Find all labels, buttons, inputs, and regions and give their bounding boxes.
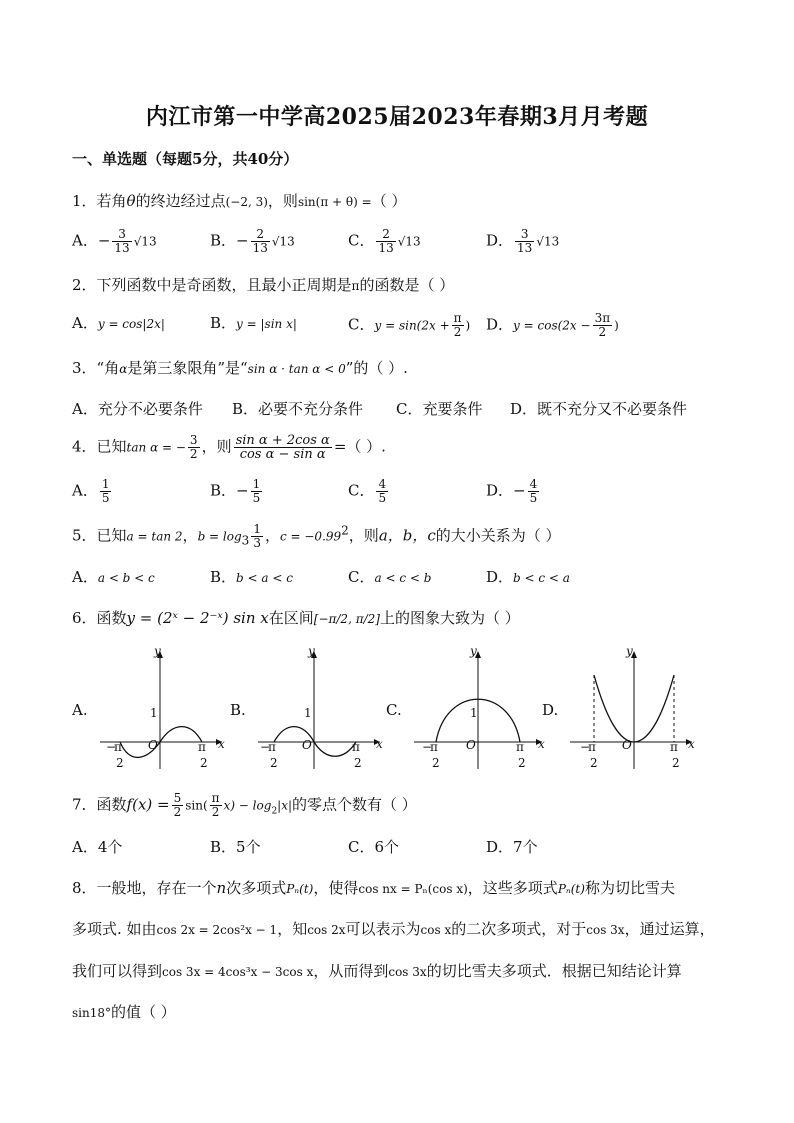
y-label: y	[154, 645, 161, 658]
q1-option-a[interactable]: A．− $\frac{3}{13}$ √13	[72, 227, 157, 255]
two: 2	[672, 756, 680, 770]
pi: π	[516, 740, 524, 754]
graph-a[interactable]	[72, 645, 225, 770]
q4-option-d[interactable]: D．− $\frac{4}{5}$	[486, 477, 538, 505]
x-label: x	[376, 737, 383, 751]
q1-option-d[interactable]: D． $\frac{3}{13}$ √13	[486, 227, 560, 255]
section-heading: 一、单选题（每题5分，共40分）	[72, 150, 299, 168]
q5-option-d[interactable]: D．b < c < a	[486, 568, 570, 586]
q3-option-a[interactable]: A．充分不必要条件	[72, 400, 203, 418]
question-5: 5．已知a = tan 2，$b = \log_3$ $\frac{1}{3}$ ，$c = -0.99^2$，则a，b，c的大小关系为（ ）	[72, 522, 561, 550]
curve	[274, 727, 356, 757]
two: 2	[200, 756, 208, 770]
minus: −	[580, 740, 591, 754]
q1-text: ，则	[267, 192, 298, 210]
q7-option-a[interactable]: A．4个	[72, 838, 123, 856]
q2-option-c[interactable]: C．y = sin(2x + $\frac{\pi}{2}$ )	[348, 311, 471, 339]
q7-option-c[interactable]: C．6个	[348, 838, 400, 856]
q3-option-d[interactable]: D．既不充分又不必要条件	[510, 400, 688, 418]
q7-option-d[interactable]: D．7个	[486, 838, 538, 856]
graph-label-a: A.	[72, 701, 88, 719]
graph-d[interactable]	[542, 645, 695, 770]
q3-option-c[interactable]: C．充要条件	[396, 400, 483, 418]
x-label: x	[688, 737, 695, 751]
q2-option-a[interactable]: A．y = cos|2x|	[72, 314, 165, 332]
question-8-line-2: 多项式. 如由cos 2x = 2cos²x − 1，知cos 2x可以表示为cos x的二次多项式，对于cos 3x，通过运算，	[72, 920, 715, 938]
origin-label: O	[302, 738, 312, 752]
x-label: x	[218, 737, 225, 751]
q6-graphs	[72, 645, 732, 775]
minus: −	[260, 740, 271, 754]
q1-text: （ ）	[371, 192, 407, 210]
q4-option-b[interactable]: B．− $\frac{1}{5}$	[210, 477, 261, 505]
two: 2	[432, 756, 440, 770]
question-4: 4．已知tan α = − $\frac{3}{2}$ ，则 $\frac{\text{sin α + 2cos α}}{\text{cos α − sin α}}$ =（ ）.	[72, 433, 386, 462]
graph-b[interactable]	[230, 645, 383, 770]
question-8-line-1: 8．一般地，存在一个n次多项式Pₙ(t)，使得cos nx = Pₙ(cos x)，这些多项式Pₙ(t)称为切比雪夫	[72, 879, 675, 897]
minus: −	[106, 740, 117, 754]
q2-option-b[interactable]: B．y = |sin x|	[210, 314, 297, 332]
q1-option-c[interactable]: C． $\frac{2}{13}$ √13	[348, 227, 421, 255]
q3-option-b[interactable]: B．必要不充分条件	[232, 400, 364, 418]
origin-label: O	[148, 738, 158, 752]
q1-text: 的终边经过点	[135, 192, 226, 210]
x-label: x	[538, 737, 545, 751]
q1-point: (−2, 3)	[225, 195, 268, 209]
graph-label-b: B.	[230, 701, 246, 719]
two: 2	[518, 756, 526, 770]
two: 2	[354, 756, 362, 770]
pi: π	[268, 740, 276, 754]
one-label: 1	[150, 706, 158, 720]
q5-option-b[interactable]: B．b < a < c	[210, 568, 293, 586]
origin-label: O	[622, 738, 632, 752]
graph-label-d: D.	[542, 701, 559, 719]
pi: π	[588, 740, 596, 754]
question-3: 3．“角α是第三象限角”是“sin α · tan α < 0”的（ ）.	[72, 359, 408, 377]
q4-option-a[interactable]: A． $\frac{1}{5}$	[72, 477, 110, 505]
q5-option-c[interactable]: C．a < c < b	[348, 568, 432, 586]
minus: −	[422, 740, 433, 754]
question-7: 7．函数f(x) = $\frac{5}{2}$ sin( $\frac{\pi}{2}$ $x) - \log_2|x|$的零点个数有（ ）	[72, 791, 417, 819]
y-label: y	[470, 645, 477, 658]
question-6: 6．函数y = (2ˣ − 2⁻ˣ) sin x在区间[−π/2, π/2]上的图象大致为（ ）	[72, 609, 520, 627]
q5-option-a[interactable]: A．a < b < c	[72, 568, 155, 586]
q7-option-b[interactable]: B．5个	[210, 838, 261, 856]
q4-option-c[interactable]: C． $\frac{4}{5}$	[348, 477, 387, 505]
two: 2	[116, 756, 124, 770]
one-label: 1	[304, 706, 312, 720]
q1-theta: θ	[126, 192, 136, 210]
question-1	[72, 190, 406, 211]
y-label: y	[626, 645, 633, 658]
question-8-line-3: 我们可以得到cos 3x = 4cos³x − 3cos x，从而得到cos 3x的切比雪夫多项式．根据已知结论计算	[72, 962, 682, 980]
origin-label: O	[466, 738, 476, 752]
graph-c[interactable]	[386, 645, 545, 770]
pi: π	[430, 740, 438, 754]
q1-option-b[interactable]: B．− $\frac{2}{13}$ √13	[210, 227, 295, 255]
q2-option-d[interactable]: D．y = cos(2x − $\frac{3\pi}{2}$ )	[486, 311, 619, 339]
graph-label-c: C.	[386, 701, 402, 719]
question-2: 2．下列函数中是奇函数，且最小正周期是π的函数是（ ）	[72, 276, 455, 294]
pi: π	[198, 740, 206, 754]
two: 2	[270, 756, 278, 770]
pi: π	[670, 740, 678, 754]
q1-expr: sin(π + θ) =	[297, 195, 372, 209]
question-8-line-4: sin18°的值（ ）	[72, 1003, 176, 1021]
y-label: y	[308, 645, 315, 658]
two: 2	[590, 756, 598, 770]
page-title: 内江市第一中学高2025届2023年春期3月月考题	[145, 104, 649, 130]
pi: π	[352, 740, 360, 754]
one-label: 1	[470, 706, 478, 720]
q1-text: 1．若角	[72, 192, 127, 210]
pi: π	[114, 740, 122, 754]
